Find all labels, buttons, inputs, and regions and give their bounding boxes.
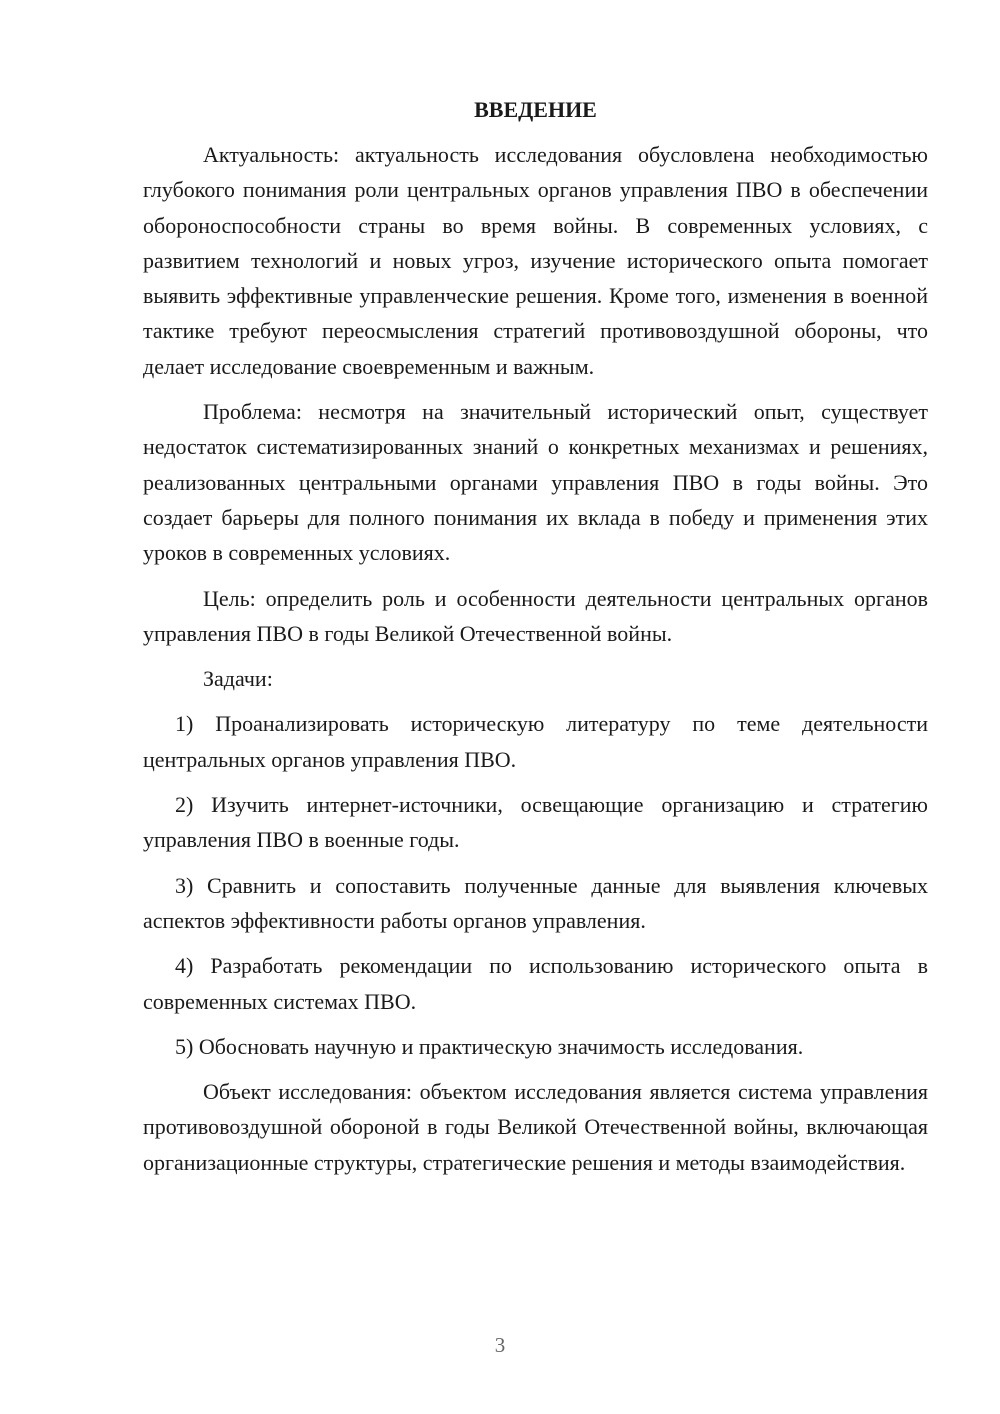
task-item-4: 4) Разработать рекомендации по использованию исторического опыта в современных системах ПВО. [143, 953, 928, 1014]
paragraph-relevance: Актуальность: актуальность исследования обусловлена необходимостью глубокого понимания роли центральных органов управления ПВО в обеспечении обороноспособности страны во время войны. В современных условиях, с развитием технологий и новых угроз, изучение исторического опыта помогает выявить эффективные управленческие решения. Кроме того, изменения в военной тактике требуют переосмысления стратегий противовоздушной обороны, что делает исследование своевременным и важным. [143, 142, 928, 379]
tasks-heading: Задачи: [203, 666, 273, 692]
page-number: 3 [494, 1333, 506, 1357]
task-item-3: 3) Сравнить и сопоставить полученные данные для выявления ключевых аспектов эффективности работы органов управления. [143, 872, 928, 933]
task-item-2: 2) Изучить интернет-источники, освещающие организацию и стратегию управления ПВО в военные годы. [143, 792, 928, 853]
paragraph-goal: Цель: определить роль и особенности деятельности центральных органов управления ПВО в годы Великой Отечественной войны. [143, 585, 928, 646]
paragraph-object: Объект исследования: объектом исследования является система управления противовоздушной обороной в годы Великой Отечественной войны, включающая организационные структуры, стратегические решения и методы взаимодействия. [143, 1079, 928, 1175]
page-title: ВВЕДЕНИЕ [474, 97, 597, 122]
task-item-1: 1) Проанализировать историческую литературу по теме деятельности центральных органов управления ПВО. [143, 711, 928, 772]
task-item-5: 5) Обосновать научную и практическую значимость исследования. [175, 1033, 804, 1059]
document-page [143, 92, 928, 1190]
paragraph-problem: Проблема: несмотря на значительный исторический опыт, существует недостаток систематизированных знаний о конкретных механизмах и решениях, реализованных центральными органами управления ПВО в годы войны. Это создает барьеры для полного понимания их вклада в победу и применения этих уроков в современных условиях. [143, 399, 928, 566]
